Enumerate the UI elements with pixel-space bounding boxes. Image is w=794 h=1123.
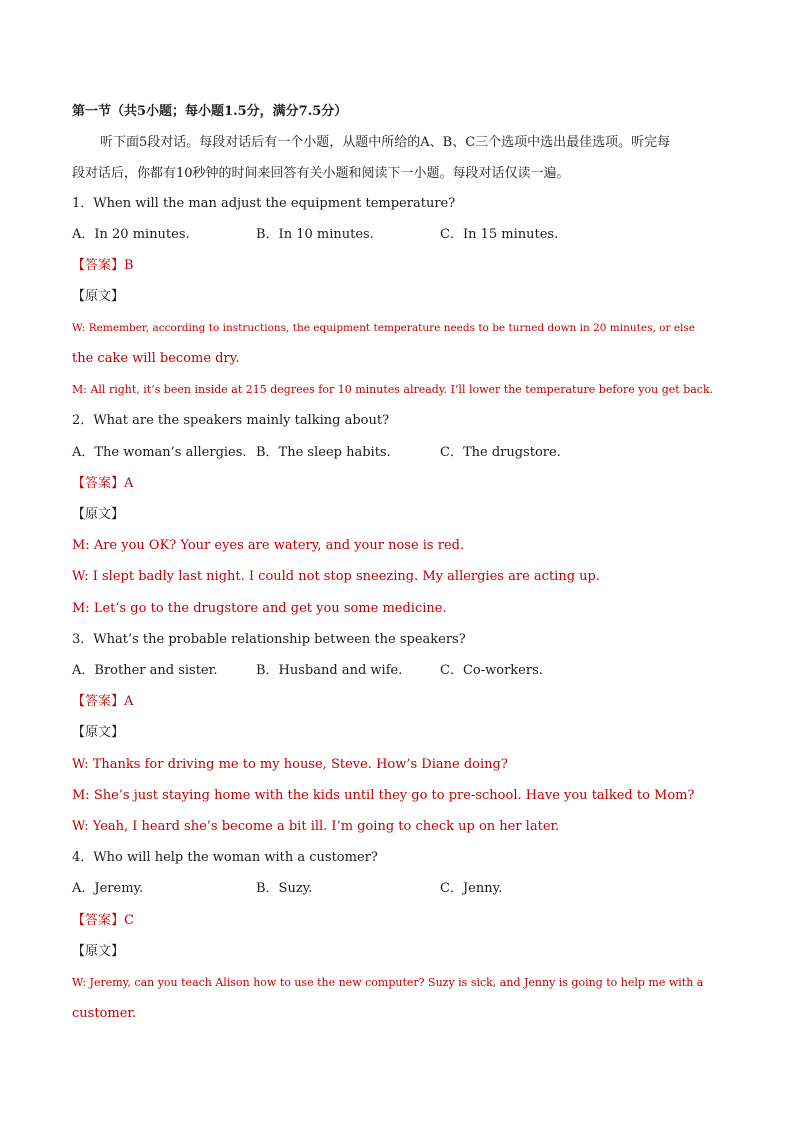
question-text: What are the speakers mainly talking about?: [93, 413, 390, 428]
q3-original-label: [72, 725, 124, 741]
q3-transcript-line-1: W: Thanks for driving me to my house, Steve. How’s Diane doing?: [72, 757, 508, 772]
q1-original-label: [72, 289, 124, 305]
answer-label: 【答案】: [72, 258, 125, 273]
q1-option-b: B．In 10 minutes.: [256, 227, 374, 242]
q1-transcript-line-1: W: Remember, according to instructions, the equipment temperature needs to be turned down in 20 minutes, or else: [72, 322, 695, 334]
question-text: When will the man adjust the equipment temperature?: [93, 196, 456, 211]
q1-transcript-line-3: M: All right, it’s been inside at 215 degrees for 10 minutes already. I’ll lower the temperature before you get back.: [72, 383, 714, 396]
q3-option-b: B．Husband and wife.: [256, 663, 403, 678]
q4-transcript-line-2: customer.: [72, 1006, 137, 1021]
question-text: What’s the probable relationship between the speakers?: [93, 632, 466, 647]
answer-label: 【答案】: [72, 913, 125, 928]
q3-transcript-line-3: W: Yeah, I heard she’s become a bit ill. I’m going to check up on her later.: [72, 819, 560, 834]
q1-answer: [72, 258, 134, 274]
q1-transcript-line-2: the cake will become dry.: [72, 351, 240, 366]
q4-original-label: [72, 944, 124, 960]
answer-value: A: [124, 694, 134, 709]
question-number: 1．: [72, 196, 94, 211]
original-label: 【原文】: [72, 507, 125, 522]
q3-option-a: A．Brother and sister.: [72, 663, 218, 678]
answer-value: A: [124, 476, 134, 491]
original-label: 【原文】: [72, 289, 125, 304]
question-3: [72, 632, 466, 648]
q2-answer: [72, 476, 133, 492]
q4-answer: [72, 913, 134, 929]
question-2: [72, 413, 389, 429]
instruction-line-2: 段对话后，你都有10秒钟的时间来回答有关小题和阅读下一小题。每段对话仅读一遍。: [72, 166, 570, 181]
q3-option-c: C．Co-workers.: [440, 663, 543, 678]
answer-value: B: [124, 258, 134, 273]
q4-option-b: B．Suzy.: [256, 881, 313, 896]
question-number: 4．: [72, 850, 94, 865]
q2-option-a: A．The woman’s allergies.: [72, 445, 247, 460]
q4-option-c: C．Jenny.: [440, 881, 503, 896]
original-label: 【原文】: [72, 725, 125, 740]
q2-original-label: [72, 507, 124, 523]
answer-label: 【答案】: [72, 476, 125, 491]
q3-transcript-line-2: M: She’s just staying home with the kids until they go to pre-school. Have you talked to Mom?: [72, 788, 695, 803]
answer-label: 【答案】: [72, 694, 125, 709]
q1-option-c: C．In 15 minutes.: [440, 227, 559, 242]
q2-option-c: C．The drugstore.: [440, 445, 561, 460]
q1-option-a: A．In 20 minutes.: [72, 227, 190, 242]
q4-transcript-line-1: W: Jeremy, can you teach Alison how to use the new computer? Suzy is sick, and Jenny is going to help me with a: [72, 976, 704, 989]
q2-transcript-line-1: M: Are you OK? Your eyes are watery, and your nose is red.: [72, 538, 465, 553]
question-4: [72, 850, 378, 866]
instruction-line-1: 听下面5段对话。每段对话后有一个小题，从题中所给的A、B、C三个选项中选出最佳选项。听完每: [100, 135, 671, 150]
q4-option-a: A．Jeremy.: [72, 881, 144, 896]
q2-transcript-line-3: M: Let’s go to the drugstore and get you some medicine.: [72, 601, 447, 616]
question-number: 2．: [72, 413, 94, 428]
original-label: 【原文】: [72, 944, 125, 959]
section-title: 第一节（共5小题；每小题1.5分，满分7.5分）: [72, 104, 348, 119]
question-number: 3．: [72, 632, 94, 647]
question-text: Who will help the woman with a customer?: [93, 850, 378, 865]
answer-value: C: [124, 913, 134, 928]
q2-transcript-line-2: W: I slept badly last night. I could not stop sneezing. My allergies are acting up.: [72, 569, 600, 584]
q2-option-b: B．The sleep habits.: [256, 445, 391, 460]
q3-answer: [72, 694, 133, 710]
question-1: [72, 196, 455, 212]
